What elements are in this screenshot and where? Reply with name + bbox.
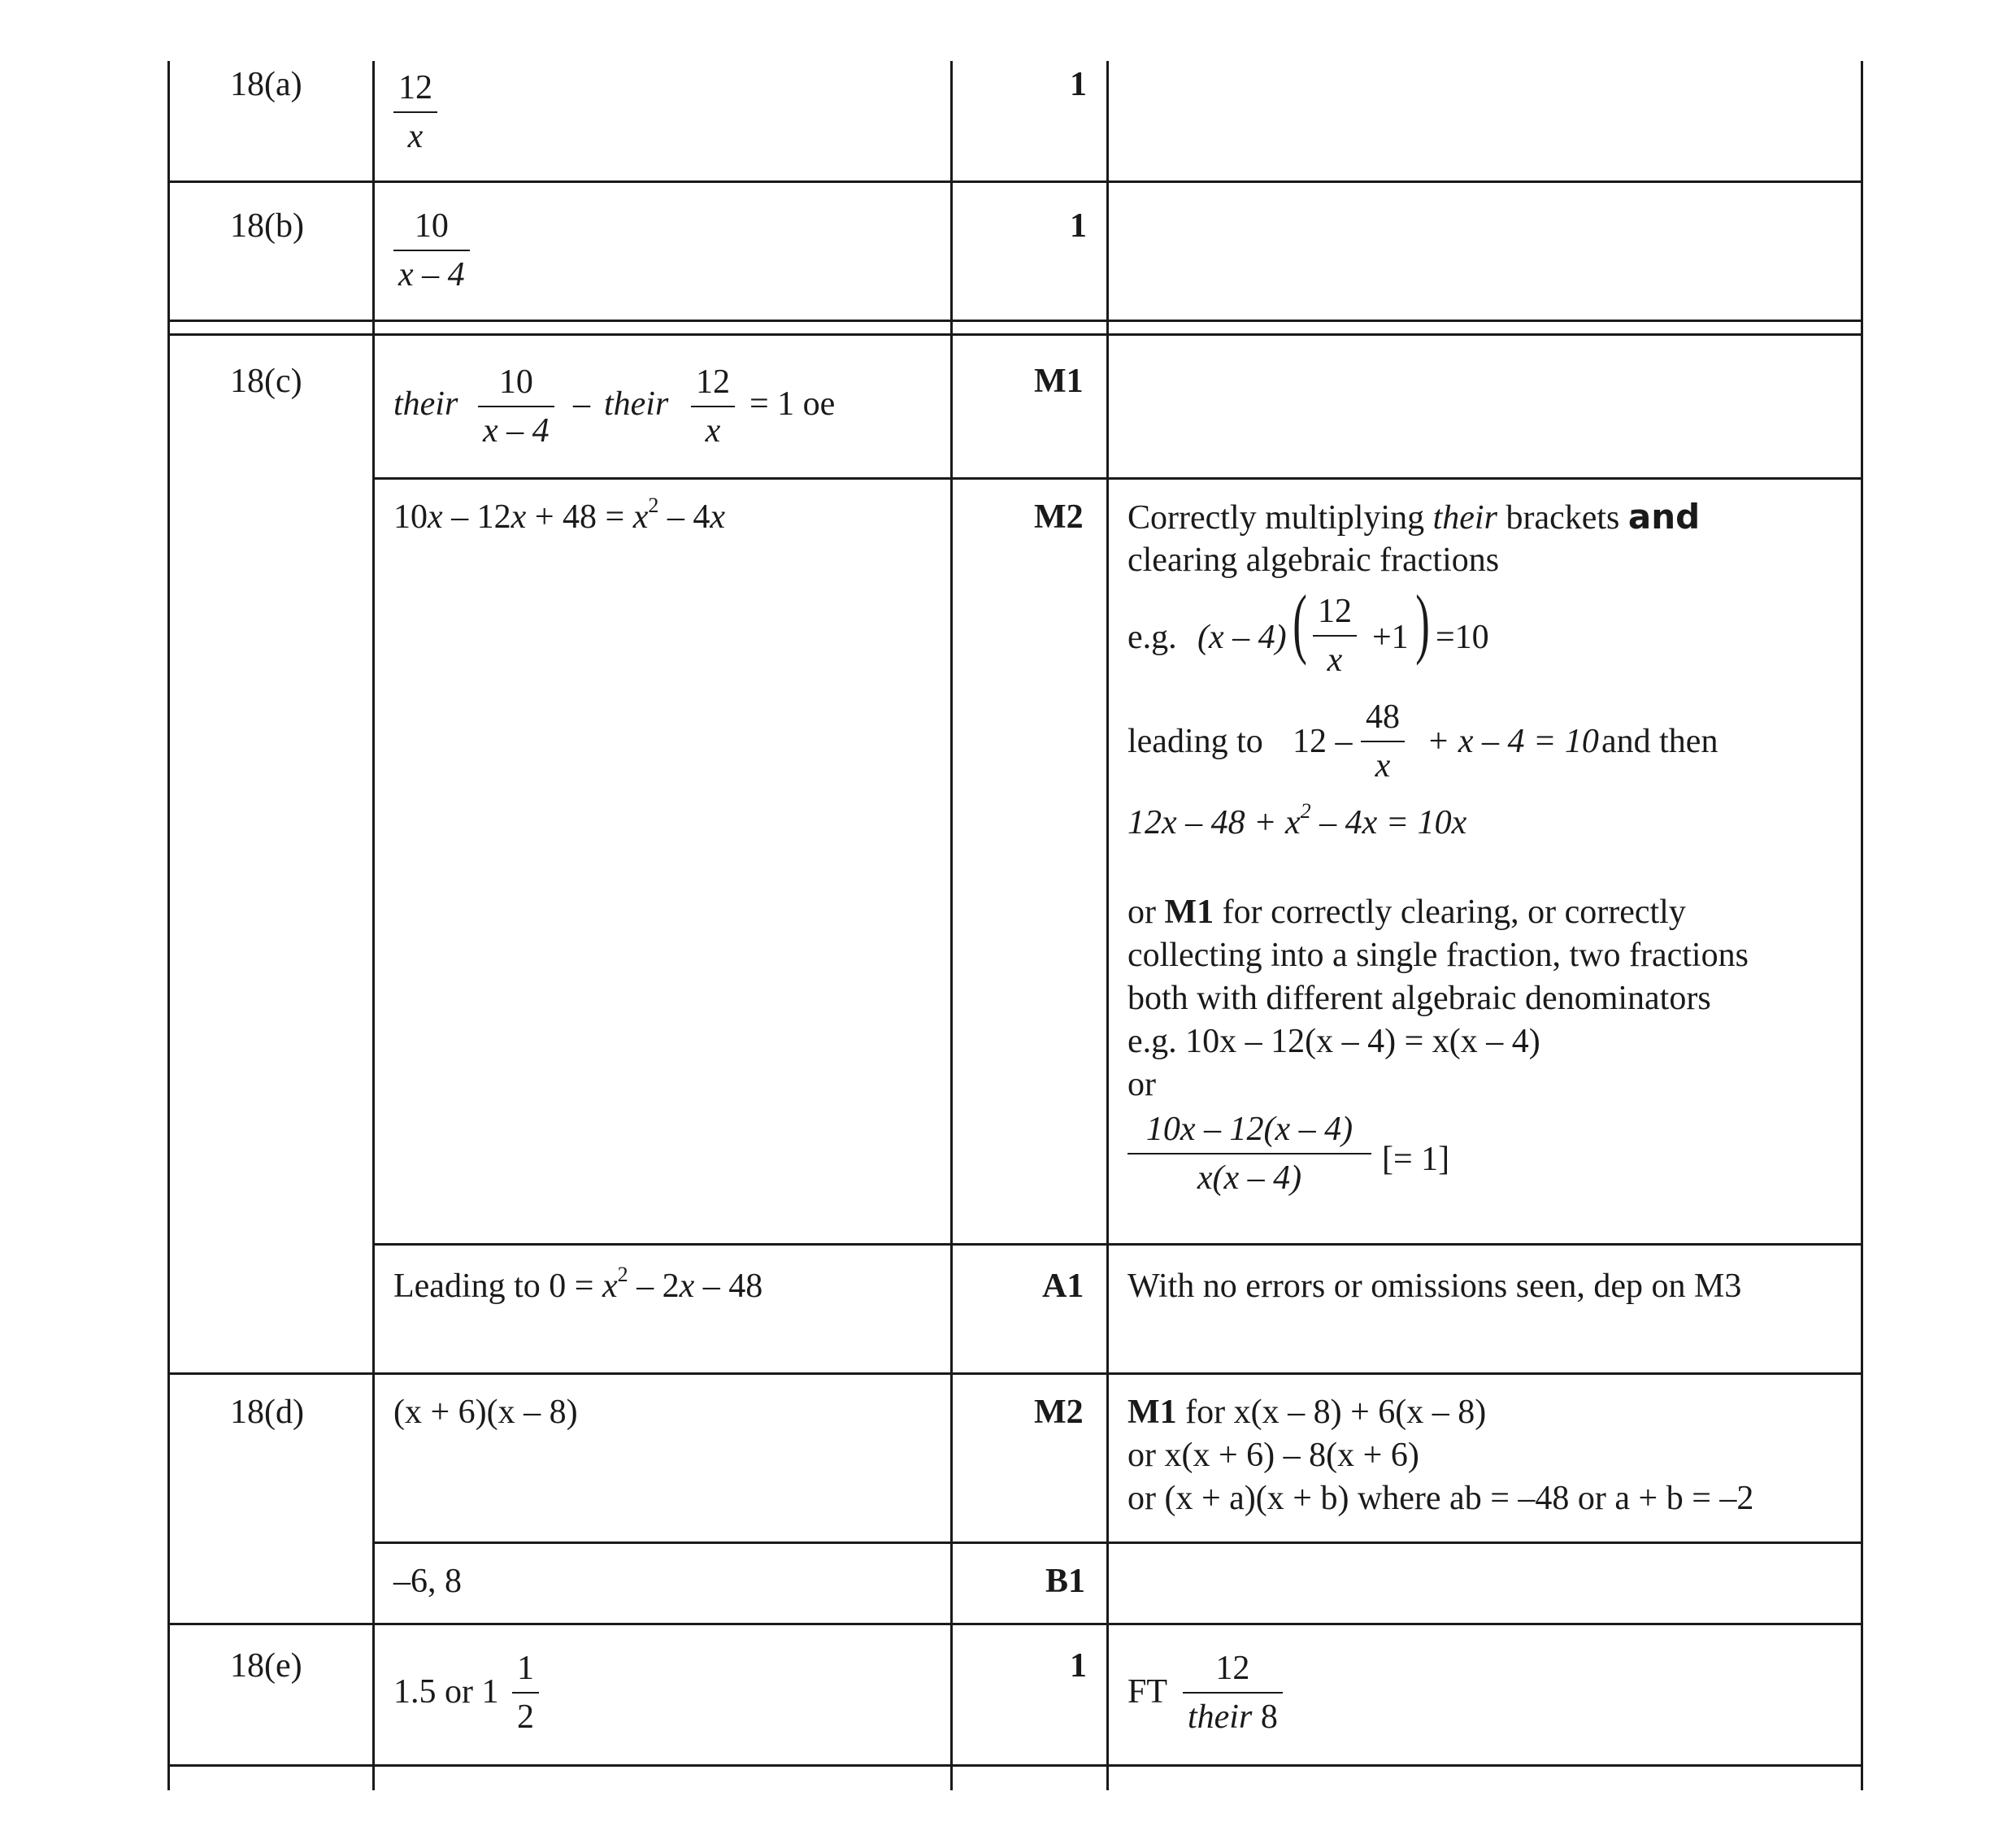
row-divider xyxy=(372,1243,1863,1246)
question-label: 18(e) xyxy=(230,1647,302,1685)
guidance-part: 2 xyxy=(1300,799,1311,824)
answer-text: (x + 6)(x – 8) xyxy=(393,1394,578,1431)
answer-fraction xyxy=(393,206,470,296)
question-label: 18(b) xyxy=(230,207,304,245)
fraction-denominator: x xyxy=(705,412,721,450)
answer-part: x xyxy=(710,498,726,536)
answer-part: – 4 xyxy=(658,498,710,536)
guidance-fraction xyxy=(1127,1109,1371,1199)
guidance-text: (x – 4) xyxy=(1197,619,1287,656)
mark: M2 xyxy=(1034,1394,1084,1431)
guidance-line xyxy=(1127,496,1700,540)
fraction-numerator: 12 xyxy=(691,362,735,407)
row-divider xyxy=(372,1541,1863,1544)
answer-part: Leading to 0 = xyxy=(393,1268,602,1305)
answer-part: – 2 xyxy=(628,1268,680,1305)
guidance-line: e.g. 10x – 12(x – 4) = x(x – 4) xyxy=(1127,1023,1540,1060)
guidance-line: With no errors or omissions seen, dep on M3 xyxy=(1127,1268,1742,1305)
fraction-part: 8 xyxy=(1252,1698,1278,1737)
answer-part: – 12 xyxy=(442,498,511,536)
guidance-fraction xyxy=(1313,591,1357,681)
fraction-numerator: 12 xyxy=(1313,591,1357,637)
fraction-denominator: x(x – 4) xyxy=(1197,1159,1302,1198)
mark: A1 xyxy=(1042,1268,1084,1305)
row-divider xyxy=(167,180,1863,183)
answer-text: –6, 8 xyxy=(393,1563,462,1600)
row-divider xyxy=(167,320,1863,322)
answer-text: their xyxy=(604,385,669,423)
mark: M1 xyxy=(1034,363,1084,400)
row-divider xyxy=(372,477,1863,480)
answer-part: x xyxy=(679,1268,695,1305)
guidance-fraction xyxy=(1361,697,1405,787)
fraction-denominator: x – 4 xyxy=(398,256,465,294)
row-divider xyxy=(167,1372,1863,1375)
guidance-text: FT xyxy=(1127,1673,1168,1711)
guidance-part: their xyxy=(1432,499,1497,537)
guidance-part: brackets xyxy=(1497,499,1628,537)
guidance-text: e.g. xyxy=(1127,619,1177,656)
guidance-part: 12x – 48 + x xyxy=(1127,804,1301,841)
question-label: 18(c) xyxy=(230,363,302,400)
guidance-equation xyxy=(1127,799,1467,845)
guidance-line xyxy=(1127,891,1686,934)
mark: M2 xyxy=(1034,498,1084,536)
guidance-part: Correctly multiplying xyxy=(1127,499,1433,537)
guidance-fraction xyxy=(1183,1648,1283,1738)
answer-text: their xyxy=(393,385,458,423)
guidance-line: clearing algebraic fractions xyxy=(1127,541,1500,579)
fraction-numerator: 48 xyxy=(1361,697,1405,742)
fraction-numerator: 12 xyxy=(1183,1648,1283,1694)
fraction-numerator: 10 xyxy=(393,206,470,251)
row-divider xyxy=(167,1764,1863,1767)
answer-text xyxy=(393,496,725,539)
answer-part: 2 xyxy=(648,494,659,518)
answer-text xyxy=(393,1265,763,1308)
fraction-numerator: 1 xyxy=(512,1648,539,1694)
row-divider xyxy=(167,1623,1863,1625)
guidance-text: leading to xyxy=(1127,723,1263,760)
fraction-numerator: 10 xyxy=(478,362,554,407)
fraction-denominator: 2 xyxy=(517,1698,534,1737)
guidance-text: =10 xyxy=(1436,619,1489,656)
question-label: 18(d) xyxy=(230,1394,304,1431)
mark: B1 xyxy=(1045,1563,1086,1600)
fraction-part: their xyxy=(1188,1698,1253,1737)
answer-fraction xyxy=(478,362,554,452)
fraction-denominator xyxy=(1183,1694,1283,1737)
mark: 1 xyxy=(1070,66,1087,103)
answer-part: 10 xyxy=(393,498,428,536)
guidance-part: M1 xyxy=(1127,1394,1177,1431)
answer-part: x xyxy=(511,498,527,536)
guidance-line: or (x + a)(x + b) where ab = –48 or a + b = –2 xyxy=(1127,1480,1754,1517)
guidance-line: or x(x + 6) – 8(x + 6) xyxy=(1127,1437,1419,1474)
guidance-part: for x(x – 8) + 6(x – 8) xyxy=(1176,1394,1487,1431)
guidance-line: or xyxy=(1127,1066,1156,1103)
answer-text: 1.5 or 1 xyxy=(393,1673,499,1711)
guidance-text: and then xyxy=(1601,723,1718,760)
answer-part: x xyxy=(632,498,649,536)
fraction-denominator: x xyxy=(407,118,424,156)
guidance-text: + x – 4 = 10 xyxy=(1427,723,1599,760)
guidance-part: for correctly clearing, or correctly xyxy=(1214,894,1686,931)
question-label: 18(a) xyxy=(230,66,302,103)
fraction-numerator: 12 xyxy=(393,67,437,113)
answer-fraction xyxy=(512,1648,539,1738)
guidance-text: [= 1] xyxy=(1382,1141,1450,1178)
guidance-line: both with different algebraic denominators xyxy=(1127,980,1711,1017)
mark: 1 xyxy=(1070,1647,1087,1685)
fraction-numerator: 10x – 12(x – 4) xyxy=(1127,1109,1371,1154)
answer-fraction xyxy=(393,67,437,158)
guidance-text: +1 xyxy=(1372,619,1409,656)
fraction-denominator: x – 4 xyxy=(483,412,550,450)
guidance-part: or xyxy=(1127,894,1165,931)
answer-part: – 48 xyxy=(694,1268,763,1305)
answer-part: x xyxy=(428,498,443,536)
mark: 1 xyxy=(1070,207,1087,245)
answer-part: 2 xyxy=(617,1263,628,1287)
guidance-text: 12 – xyxy=(1293,723,1353,760)
answer-part: + 48 = xyxy=(526,498,633,536)
left-paren-glyph: ( xyxy=(1293,579,1307,666)
fraction-denominator: x xyxy=(1375,747,1391,785)
guidance-part: – 4x = 10x xyxy=(1310,804,1467,841)
answer-text: – xyxy=(573,385,590,423)
answer-text: = 1 oe xyxy=(749,385,836,423)
row-divider xyxy=(167,333,1863,336)
guidance-line xyxy=(1127,1391,1486,1434)
answer-fraction xyxy=(691,362,735,452)
right-paren-glyph: ) xyxy=(1415,579,1430,666)
guidance-part: M1 xyxy=(1164,894,1214,931)
fraction-denominator: x xyxy=(1327,641,1343,680)
answer-part: x xyxy=(602,1268,618,1305)
guidance-part: and xyxy=(1627,497,1701,537)
guidance-line: collecting into a single fraction, two fractions xyxy=(1127,937,1749,974)
